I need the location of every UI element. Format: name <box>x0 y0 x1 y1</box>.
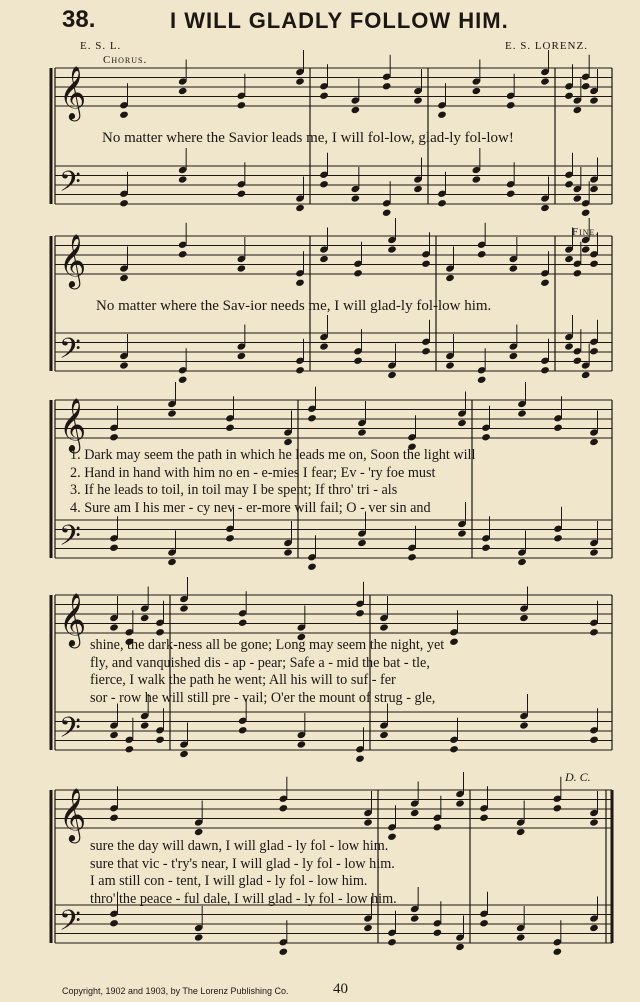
note-head <box>178 87 188 95</box>
verse-line: sure the day will dawn, I will glad - ly fol - low him. <box>90 838 389 854</box>
verse-line: 3. If he leads to toil, in toil may I be spent; If thro' tri - als <box>70 482 398 498</box>
note-head <box>455 943 465 951</box>
note-head <box>472 175 482 183</box>
note-head <box>194 828 204 836</box>
note-head <box>319 342 329 350</box>
note-head <box>589 548 599 556</box>
note-head <box>581 245 591 253</box>
note-head <box>589 628 599 636</box>
note-head <box>433 929 443 937</box>
note-head <box>564 255 574 263</box>
note-head <box>319 92 329 100</box>
note-head <box>178 376 188 384</box>
note-head <box>109 433 119 441</box>
bass-clef-icon: 𝄢 <box>59 519 81 560</box>
note-head <box>553 534 563 542</box>
note-head <box>387 245 397 253</box>
verse-line: fly, and vanquished dis - ap - pear; Safe a - mid the bat - tle, <box>90 654 430 671</box>
note-head <box>379 623 389 631</box>
composer-credit: E. S. LORENZ. <box>505 40 588 52</box>
note-head <box>437 199 447 207</box>
note-head <box>357 539 367 547</box>
note-head <box>283 548 293 556</box>
verse-line: thro' the peace - ful dale, I will glad - ly fol - low him. <box>90 890 397 907</box>
note-head <box>553 804 563 812</box>
verse-line: shine, the dark-ness all be gone; Long may seem the night, yet <box>90 637 445 653</box>
note-head <box>353 357 363 365</box>
chorus-lyric-line-1: No matter where the Savior leads me, I will fol-low, glad-ly fol-low! <box>102 130 514 146</box>
note-head <box>589 96 599 104</box>
note-head <box>564 92 574 100</box>
note-head <box>119 111 129 119</box>
verse-block-3 <box>90 838 397 908</box>
note-head <box>540 366 550 374</box>
lyricist-credit: E. S. L. <box>80 40 122 52</box>
note-head <box>481 544 491 552</box>
note-head <box>455 799 465 807</box>
note-head <box>437 111 447 119</box>
chorus-lyric-line-2: No matter where the Sav-ior needs me, I will glad-ly fol-low him. <box>96 298 492 314</box>
note-head <box>319 180 329 188</box>
treble-clef-icon: 𝄞 <box>59 233 87 287</box>
note-head <box>119 274 129 282</box>
bass-clef-icon: 𝄢 <box>59 711 81 752</box>
note-head <box>179 604 189 612</box>
note-head <box>355 609 365 617</box>
note-head <box>553 948 563 956</box>
note-head <box>363 924 373 932</box>
note-head <box>351 106 361 114</box>
note-head <box>283 438 293 446</box>
note-head <box>178 175 188 183</box>
hymn-title: I WILL GLADLY FOLLOW HIM. <box>170 8 509 33</box>
note-head <box>279 948 289 956</box>
note-head <box>119 199 129 207</box>
note-head <box>179 750 189 758</box>
note-head <box>351 194 361 202</box>
verse-line: sure that vic - t'ry's near, I will glad - ly fol - low him. <box>90 855 395 872</box>
verse-line: 4. Sure am I his mer - cy nev - er-more will fail; O - ver sin and <box>70 499 431 516</box>
note-head <box>410 914 420 922</box>
verse-block-2 <box>90 637 444 707</box>
note-head <box>581 82 591 90</box>
note-head <box>445 361 455 369</box>
note-head <box>140 614 150 622</box>
bass-clef-icon: 𝄢 <box>59 904 81 945</box>
note-head <box>449 638 459 646</box>
verse-block-1 <box>70 447 475 517</box>
note-head <box>449 745 459 753</box>
verse-line: 1. Dark may seem the path in which he leads me on, Soon the light will <box>70 447 476 463</box>
note-head <box>178 250 188 258</box>
note-head <box>589 347 599 355</box>
note-head <box>421 347 431 355</box>
note-head <box>564 342 574 350</box>
note-head <box>307 414 317 422</box>
note-head <box>506 101 516 109</box>
note-head <box>109 544 119 552</box>
note-head <box>238 726 248 734</box>
note-head <box>519 614 529 622</box>
note-head <box>319 255 329 263</box>
note-head <box>357 428 367 436</box>
note-head <box>573 269 583 277</box>
note-head <box>581 209 591 217</box>
note-head <box>589 924 599 932</box>
note-head <box>238 619 248 627</box>
note-head <box>573 106 583 114</box>
note-head <box>477 376 487 384</box>
note-head <box>109 919 119 927</box>
note-head <box>589 438 599 446</box>
note-head <box>119 361 129 369</box>
note-head <box>140 721 150 729</box>
note-head <box>225 424 235 432</box>
note-head <box>413 185 423 193</box>
note-head <box>433 823 443 831</box>
note-head <box>109 623 119 631</box>
note-head <box>410 809 420 817</box>
note-head <box>155 736 165 744</box>
dc-label: D. C. <box>565 770 591 784</box>
note-head <box>125 745 135 753</box>
note-head <box>382 82 392 90</box>
note-head <box>237 264 247 272</box>
note-head <box>589 818 599 826</box>
note-head <box>573 194 583 202</box>
note-head <box>573 357 583 365</box>
note-head <box>540 204 550 212</box>
note-head <box>479 919 489 927</box>
note-head <box>295 279 305 287</box>
note-head <box>589 736 599 744</box>
note-head <box>167 558 177 566</box>
note-head <box>481 433 491 441</box>
chorus-label: Chorus. <box>103 54 148 66</box>
note-head <box>109 731 119 739</box>
note-head <box>589 185 599 193</box>
note-head <box>516 933 526 941</box>
note-head <box>307 563 317 571</box>
note-head <box>472 87 482 95</box>
note-head <box>387 938 397 946</box>
note-head <box>155 628 165 636</box>
note-head <box>506 190 516 198</box>
note-head <box>564 180 574 188</box>
note-head <box>553 424 563 432</box>
note-head <box>421 260 431 268</box>
note-head <box>387 371 397 379</box>
bass-clef-icon: 𝄢 <box>59 165 81 206</box>
note-head <box>295 77 305 85</box>
verse-line: sor - row he will still pre - vail; O'er the mount of strug - gle, <box>90 689 436 706</box>
treble-clef-icon: 𝄞 <box>59 592 87 646</box>
note-head <box>109 814 119 822</box>
note-head <box>477 250 487 258</box>
note-head <box>509 264 519 272</box>
note-head <box>295 366 305 374</box>
note-head <box>517 409 527 417</box>
note-head <box>237 352 247 360</box>
note-head <box>167 409 177 417</box>
note-head <box>379 731 389 739</box>
bass-clef-icon: 𝄢 <box>59 332 81 373</box>
verse-line: fierce, I walk the path he went; All his will to suf - fer <box>90 672 396 688</box>
note-head <box>479 814 489 822</box>
page-number: 40 <box>333 981 348 997</box>
note-head <box>517 558 527 566</box>
note-head <box>445 274 455 282</box>
note-head <box>237 190 247 198</box>
verse-line: I am still con - tent, I will glad - ly fol - low him. <box>90 873 368 889</box>
fine-label: Fine. <box>572 226 600 238</box>
note-head <box>413 96 423 104</box>
treble-clef-icon: 𝄞 <box>59 397 87 451</box>
note-head <box>279 804 289 812</box>
copyright-notice: Copyright, 1902 and 1903, by The Lorenz Publishing Co. <box>62 986 289 996</box>
note-head <box>407 553 417 561</box>
note-head <box>516 828 526 836</box>
note-head <box>297 740 307 748</box>
note-head <box>457 529 467 537</box>
note-head <box>295 204 305 212</box>
treble-clef-icon: 𝄞 <box>59 65 87 119</box>
note-head <box>519 721 529 729</box>
verse-line: 2. Hand in hand with him no en - e-mies I fear; Ev - 'ry foe must <box>70 464 436 481</box>
note-head <box>225 534 235 542</box>
note-head <box>363 818 373 826</box>
note-head <box>581 371 591 379</box>
hymn-number: 38. <box>62 6 96 33</box>
treble-clef-icon: 𝄞 <box>59 787 87 841</box>
note-head <box>194 933 204 941</box>
note-head <box>382 209 392 217</box>
note-head <box>540 279 550 287</box>
note-head <box>457 419 467 427</box>
note-head <box>353 269 363 277</box>
note-head <box>589 260 599 268</box>
note-head <box>237 101 247 109</box>
note-head <box>509 352 519 360</box>
note-head <box>355 755 365 763</box>
note-head <box>540 77 550 85</box>
